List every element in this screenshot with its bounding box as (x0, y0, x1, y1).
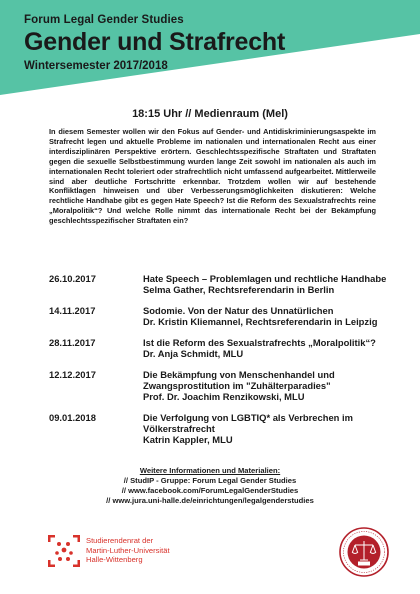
series-name: Forum Legal Gender Studies (24, 14, 184, 26)
time-and-place: 18:15 Uhr // Medienraum (Mel) (132, 108, 288, 120)
event-schedule (49, 273, 389, 455)
event-item (49, 337, 389, 359)
event-date: 28.11.2017 (49, 336, 96, 348)
intro-paragraph: In diesem Semester wollen wir den Fokus auf Gender- und Antidiskriminierungsaspekte im Strafrecht legen und aktuelle Probleme im nationalen und internationalen Recht aus einer interdisziplinären Perspektive erörtern. Geschlechtsspezifische Straftaten und Straftaten gegen die sexuelle Selbstbestimmung wurden lange Zeit sowohl im nationalen als auch im internationalen Recht toleriert oder strafrechtlich nicht umfassend aufgearbeitet. Mittlerweile sind aber deutliche Fortschritte erkennbar. Trotzdem wollen wir auf bestehende Konfliktlagen hinweisen und über Verbesserungsmöglichkeiten diskutieren: Welche rechtliche Handhabe gibt es gegen Hate Speech? Ist die Reform des Sexualstrafrechts reine „Moralpolitik“? Und welche Rolle nimmt das internationale Recht bei der Bekämpfung geschlechtsspezifischer Straftaten ein? (49, 127, 376, 226)
event-date: 14.11.2017 (49, 304, 96, 316)
event-item (49, 273, 389, 295)
logo-line-1: Studierendenrat der (86, 536, 154, 545)
header (24, 14, 285, 72)
seal-logo (339, 527, 389, 577)
event-speaker: Dr. Anja Schmidt, MLU (143, 348, 244, 360)
event-date: 12.12.2017 (49, 368, 96, 380)
event-speaker: Selma Gather, Rechtsreferendarin in Berlin (143, 284, 335, 296)
event-title-continued: Zwangsprostitution im "Zuhälterparadies" (143, 379, 331, 391)
info-link-website[interactable]: // www.jura.uni-halle.de/einrichtungen/legalgenderstudies (106, 496, 314, 505)
event-item (49, 412, 389, 446)
event-title: Sodomie. Von der Natur des Unnatürlichen (143, 304, 334, 316)
page-title: Gender und Strafrecht (24, 28, 286, 56)
event-date: 26.10.2017 (49, 273, 96, 284)
event-title-continued: Völkerstrafrecht (143, 423, 215, 435)
event-title: Ist die Reform des Sexualstrafrechts „Moralpolitik“? (143, 336, 376, 348)
studierendenrat-icon (48, 535, 80, 567)
event-item (49, 369, 389, 403)
further-info (0, 466, 420, 506)
info-heading: Weitere Informationen und Materialien: (139, 466, 281, 475)
logo-line-3: Halle-Wittenberg (86, 555, 143, 565)
info-link-studip[interactable]: // StudIP - Gruppe: Forum Legal Gender Studies (123, 476, 297, 485)
info-link-facebook[interactable]: // www.facebook.com/ForumLegalGenderStudies (121, 486, 299, 495)
event-item (49, 305, 389, 327)
semester: Wintersemester 2017/2018 (24, 60, 168, 72)
studierendenrat-text (86, 536, 170, 565)
event-speaker: Katrin Kappler, MLU (143, 434, 233, 446)
logo-line-2: Martin-Luther-Universität (86, 545, 170, 555)
event-title: Hate Speech – Problemlagen und rechtliche Handhabe (143, 273, 387, 284)
studierendenrat-logo (48, 533, 208, 573)
event-speaker: Prof. Dr. Joachim Renzikowski, MLU (143, 391, 305, 403)
event-title: Die Verfolgung von LGBTIQ* als Verbrechen im (143, 411, 353, 423)
event-speaker: Dr. Kristin Kliemannel, Rechtsreferendarin in Leipzig (143, 316, 378, 328)
scales-of-justice-icon (339, 527, 389, 577)
event-title: Die Bekämpfung von Menschenhandel und (143, 368, 335, 380)
event-date: 09.01.2018 (49, 411, 96, 423)
